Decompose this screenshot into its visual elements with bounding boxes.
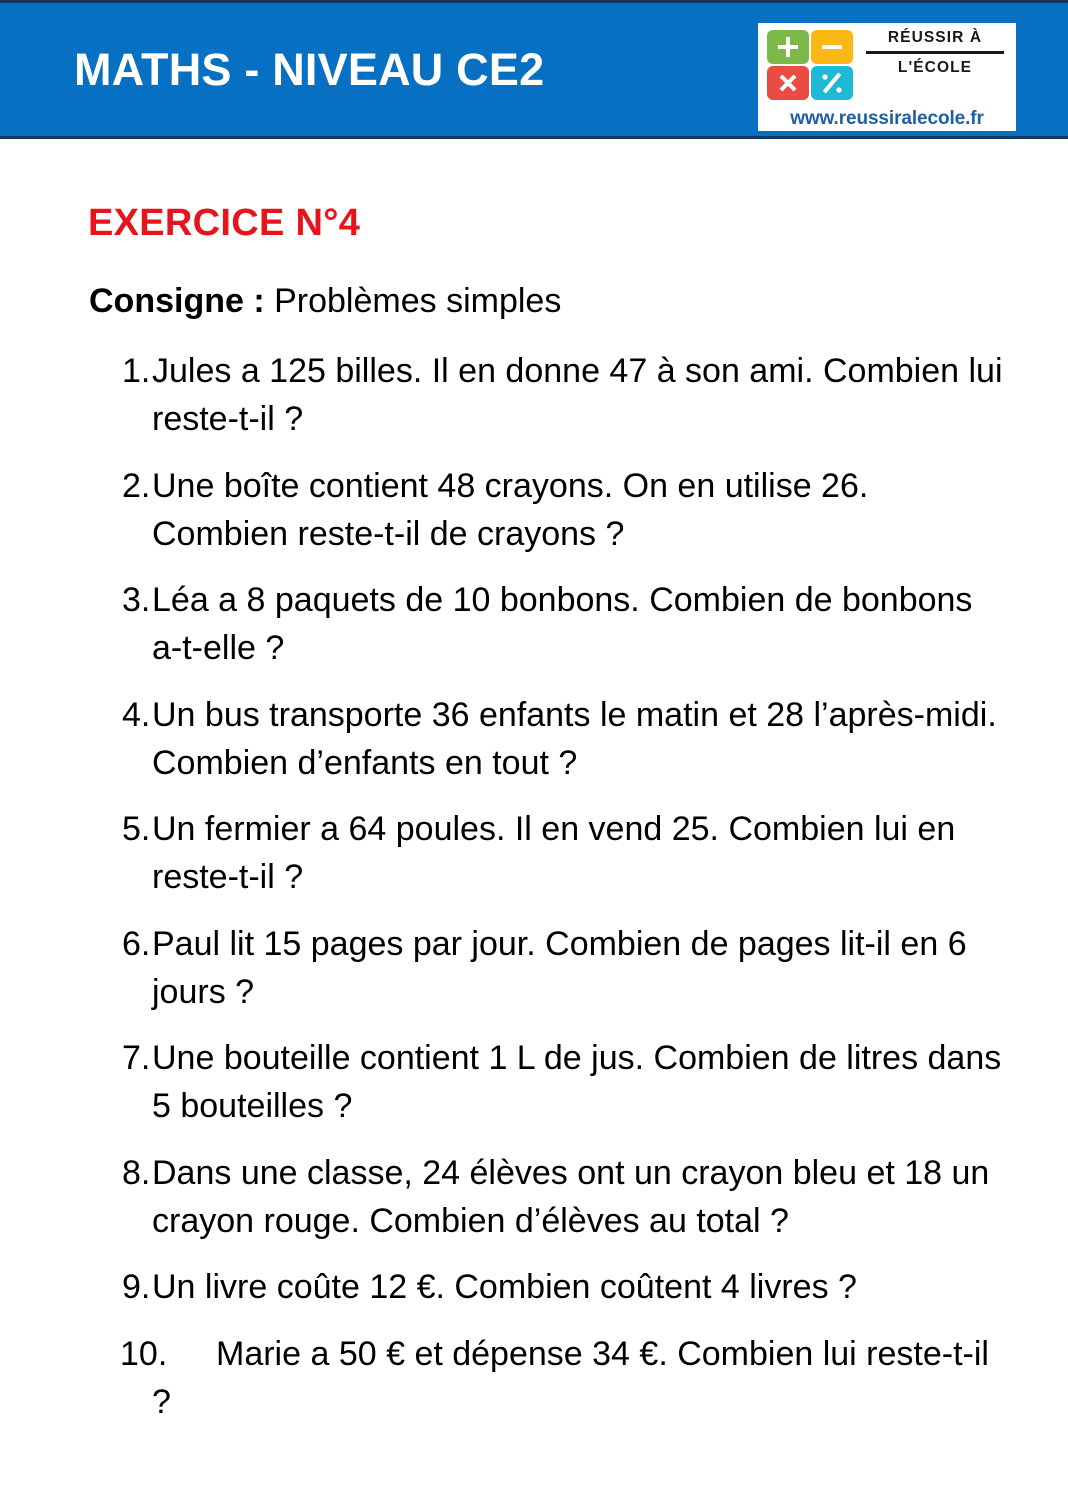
brand-divider [866,51,1004,54]
brand-line-2: L'ÉCOLE [897,58,973,76]
header-banner [0,0,1068,139]
problem-text: Une bouteille contient 1 L de jus. Combien de litres dans 5 bouteilles ? [152,1039,1002,1126]
problem-item [0,1034,1068,1131]
problem-text: Dans une classe, 24 élèves ont un crayon bleu et 18 un crayon rouge. Combien d’élèves au total ? [152,1153,990,1240]
instruction-label: Consigne : [89,282,275,320]
problem-number: 4. [122,695,151,734]
math-symbol-tiles [767,30,853,100]
problem-number: 3. [122,581,151,620]
page-title: MATHS - NIVEAU CE2 [74,44,545,95]
problem-number: 5. [122,810,151,849]
brand-logo[interactable] [758,23,1016,131]
problem-number: 2. [122,466,151,505]
times-icon [767,66,809,100]
problem-text: Léa a 8 paquets de 10 bonbons. Combien de bonbons a-t-elle ? [152,581,973,668]
problem-text: Marie a 50 € et dépense 34 €. Combien lui reste-t-il ? [152,1334,989,1421]
problem-text: Paul lit 15 pages par jour. Combien de pages lit-il en 6 jours ? [152,924,967,1011]
problem-text: Un livre coûte 12 €. Combien coûtent 4 livres ? [152,1268,857,1307]
problem-item [0,805,1068,902]
problem-item [0,462,1068,559]
problem-item [0,347,1068,444]
problem-text: Jules a 125 billes. Il en donne 47 à son ami. Combien lui reste-t-il ? [152,352,1003,439]
brand-website-url[interactable]: www.reussiralecole.fr [790,108,984,129]
problem-number: 10. [120,1334,168,1373]
divide-icon [811,66,853,100]
problem-text: Une boîte contient 48 crayons. On en utilise 26. Combien reste-t-il de crayons ? [152,466,869,553]
problem-item [0,1263,1068,1311]
brand-line-1: RÉUSSIR À [887,29,983,46]
minus-icon [811,30,853,64]
problem-item [0,920,1068,1017]
problem-text: Un fermier a 64 poules. Il en vend 25. Combien lui en reste-t-il ? [152,810,956,897]
problem-list [0,347,1068,1444]
plus-icon [767,30,809,64]
problem-text: Un bus transporte 36 enfants le matin et 28 l’après-midi. Combien d’enfants en tout ? [152,695,997,782]
problem-number: 7. [122,1039,151,1078]
problem-number: 1. [122,352,151,390]
problem-item [0,691,1068,788]
problem-number: 9. [122,1268,151,1307]
brand-wordmark [862,29,1008,77]
problem-number: 6. [122,924,151,963]
problem-item [0,576,1068,673]
brand-logo-inner [758,23,1016,131]
problem-item [0,1330,1068,1427]
exercise-heading: EXERCICE N°4 [88,202,361,244]
problem-number: 8. [122,1153,151,1192]
instruction-line [89,284,561,318]
problem-item [0,1149,1068,1246]
instruction-value: Problèmes simples [274,282,562,320]
